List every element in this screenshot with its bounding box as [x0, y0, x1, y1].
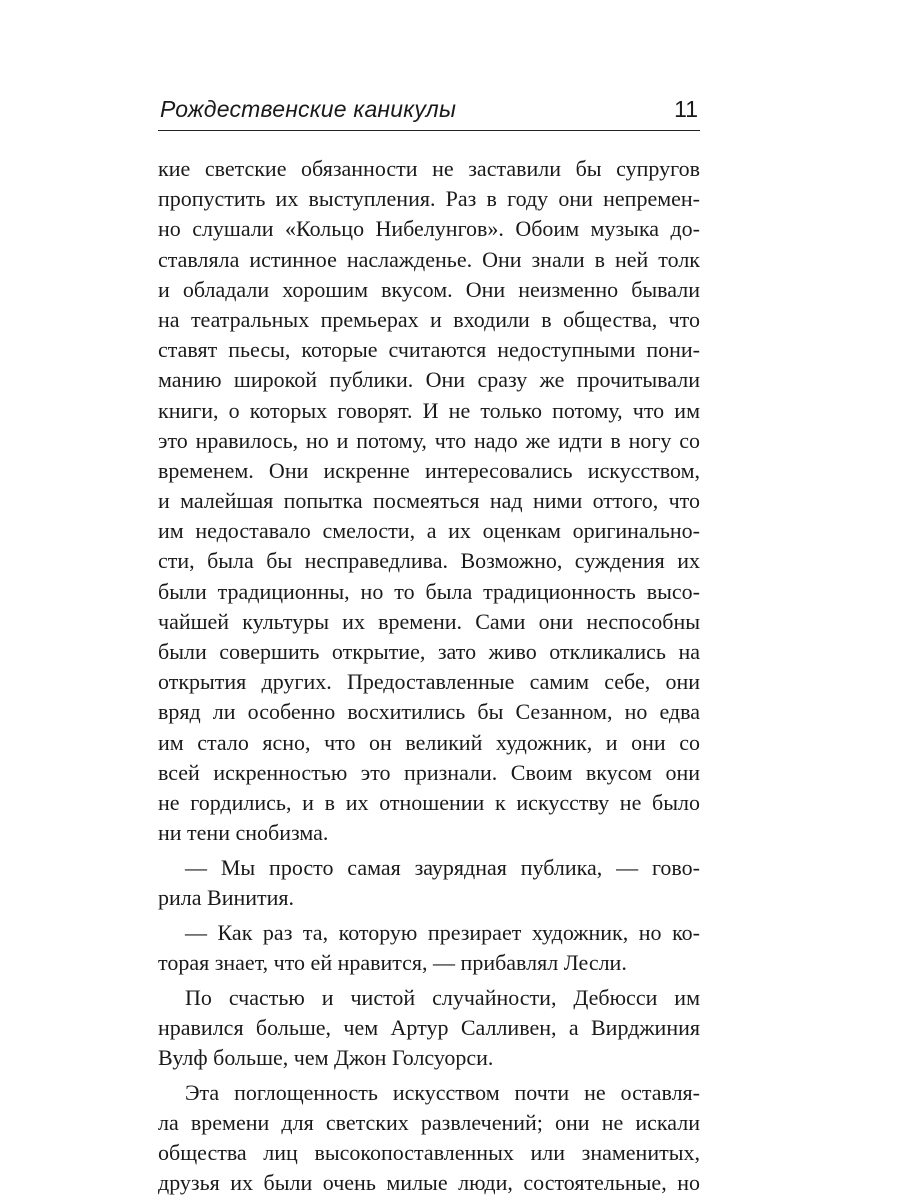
text-line: сти, была бы несправедлива. Возможно, суждения их	[158, 548, 700, 574]
text-line: временем. Они искренне интересовались искусством,	[158, 457, 700, 483]
text-line: друзья их были очень милые люди, состоятельные, но	[158, 1170, 700, 1196]
text-line: общества лиц высокопоставленных или знаменитых,	[158, 1140, 700, 1165]
text-line: чайшей культуры их времени. Сами они неспособны	[158, 608, 700, 634]
body-text	[158, 154, 700, 1198]
text-line: были совершить открытие, зато живо откликались на	[158, 639, 700, 664]
text-line: пропустить их выступления. Раз в году они непремен-	[158, 186, 700, 212]
paragraph	[158, 1078, 700, 1199]
text-line: манию широкой публики. Они сразу же прочитывали	[158, 367, 700, 393]
text-line: торая знает, что ей нравится, — прибавлял Лесли.	[158, 949, 627, 975]
dialogue-paragraph	[158, 853, 700, 913]
text-line: ни тени снобизма.	[158, 820, 329, 846]
text-line: вряд ли особенно восхитились бы Сезанном, но едва	[158, 699, 700, 725]
text-line: ставят пьесы, которые считаются недоступными пони-	[158, 337, 700, 363]
running-title: Рождественские каникулы	[160, 96, 457, 122]
text-line: и обладали хорошим вкусом. Они неизменно бывали	[158, 276, 700, 302]
text-line: им недоставало смелости, а их оценкам оригинально-	[158, 518, 700, 544]
page-header	[158, 94, 700, 131]
text-line: — Мы просто самая заурядная публика, — гово-	[185, 854, 700, 880]
text-line: кие светские обязанности не заставили бы супругов	[158, 156, 700, 181]
text-line: рила Винития.	[158, 885, 295, 910]
text-line: открытия других. Предоставленные самим себе, они	[158, 669, 700, 695]
dialogue-paragraph	[158, 918, 700, 978]
text-line: были традиционны, но то была традиционность высо-	[158, 578, 700, 604]
text-line: Вулф больше, чем Джон Голсуорси.	[158, 1044, 494, 1070]
text-line: — Как раз та, которую презирает художник, но ко-	[185, 919, 700, 945]
text-line: им стало ясно, что он великий художник, и они со	[158, 729, 700, 755]
text-line: По счастью и чистой случайности, Дебюсси им	[185, 984, 700, 1010]
page-number: 11	[674, 96, 698, 122]
text-line: это нравилось, но и потому, что надо же идти в ногу со	[158, 427, 700, 453]
text-line: ла времени для светских развлечений; они не искали	[158, 1109, 700, 1135]
text-line: всей искренностью это признали. Своим вкусом они	[158, 759, 700, 785]
text-line: нравился больше, чем Артур Салливен, а Вирджиния	[158, 1014, 700, 1040]
text-line: не гордились, и в их отношении к искусству не было	[158, 789, 700, 815]
paragraph	[158, 154, 700, 848]
paragraph	[158, 983, 700, 1074]
text-line: но слушали «Кольцо Нибелунгов». Обоим музыка до-	[158, 216, 700, 242]
text-line: и малейшая попытка посмеяться над ними оттого, что	[158, 488, 700, 514]
text-line: ставляла истинное наслажденье. Они знали в ней толк	[158, 246, 700, 272]
text-line: книги, о которых говорят. И не только потому, что им	[158, 397, 700, 423]
text-line: на театральных премьерах и входили в общества, что	[158, 306, 700, 332]
text-line: Эта поглощенность искусством почти не оставля-	[185, 1079, 700, 1105]
